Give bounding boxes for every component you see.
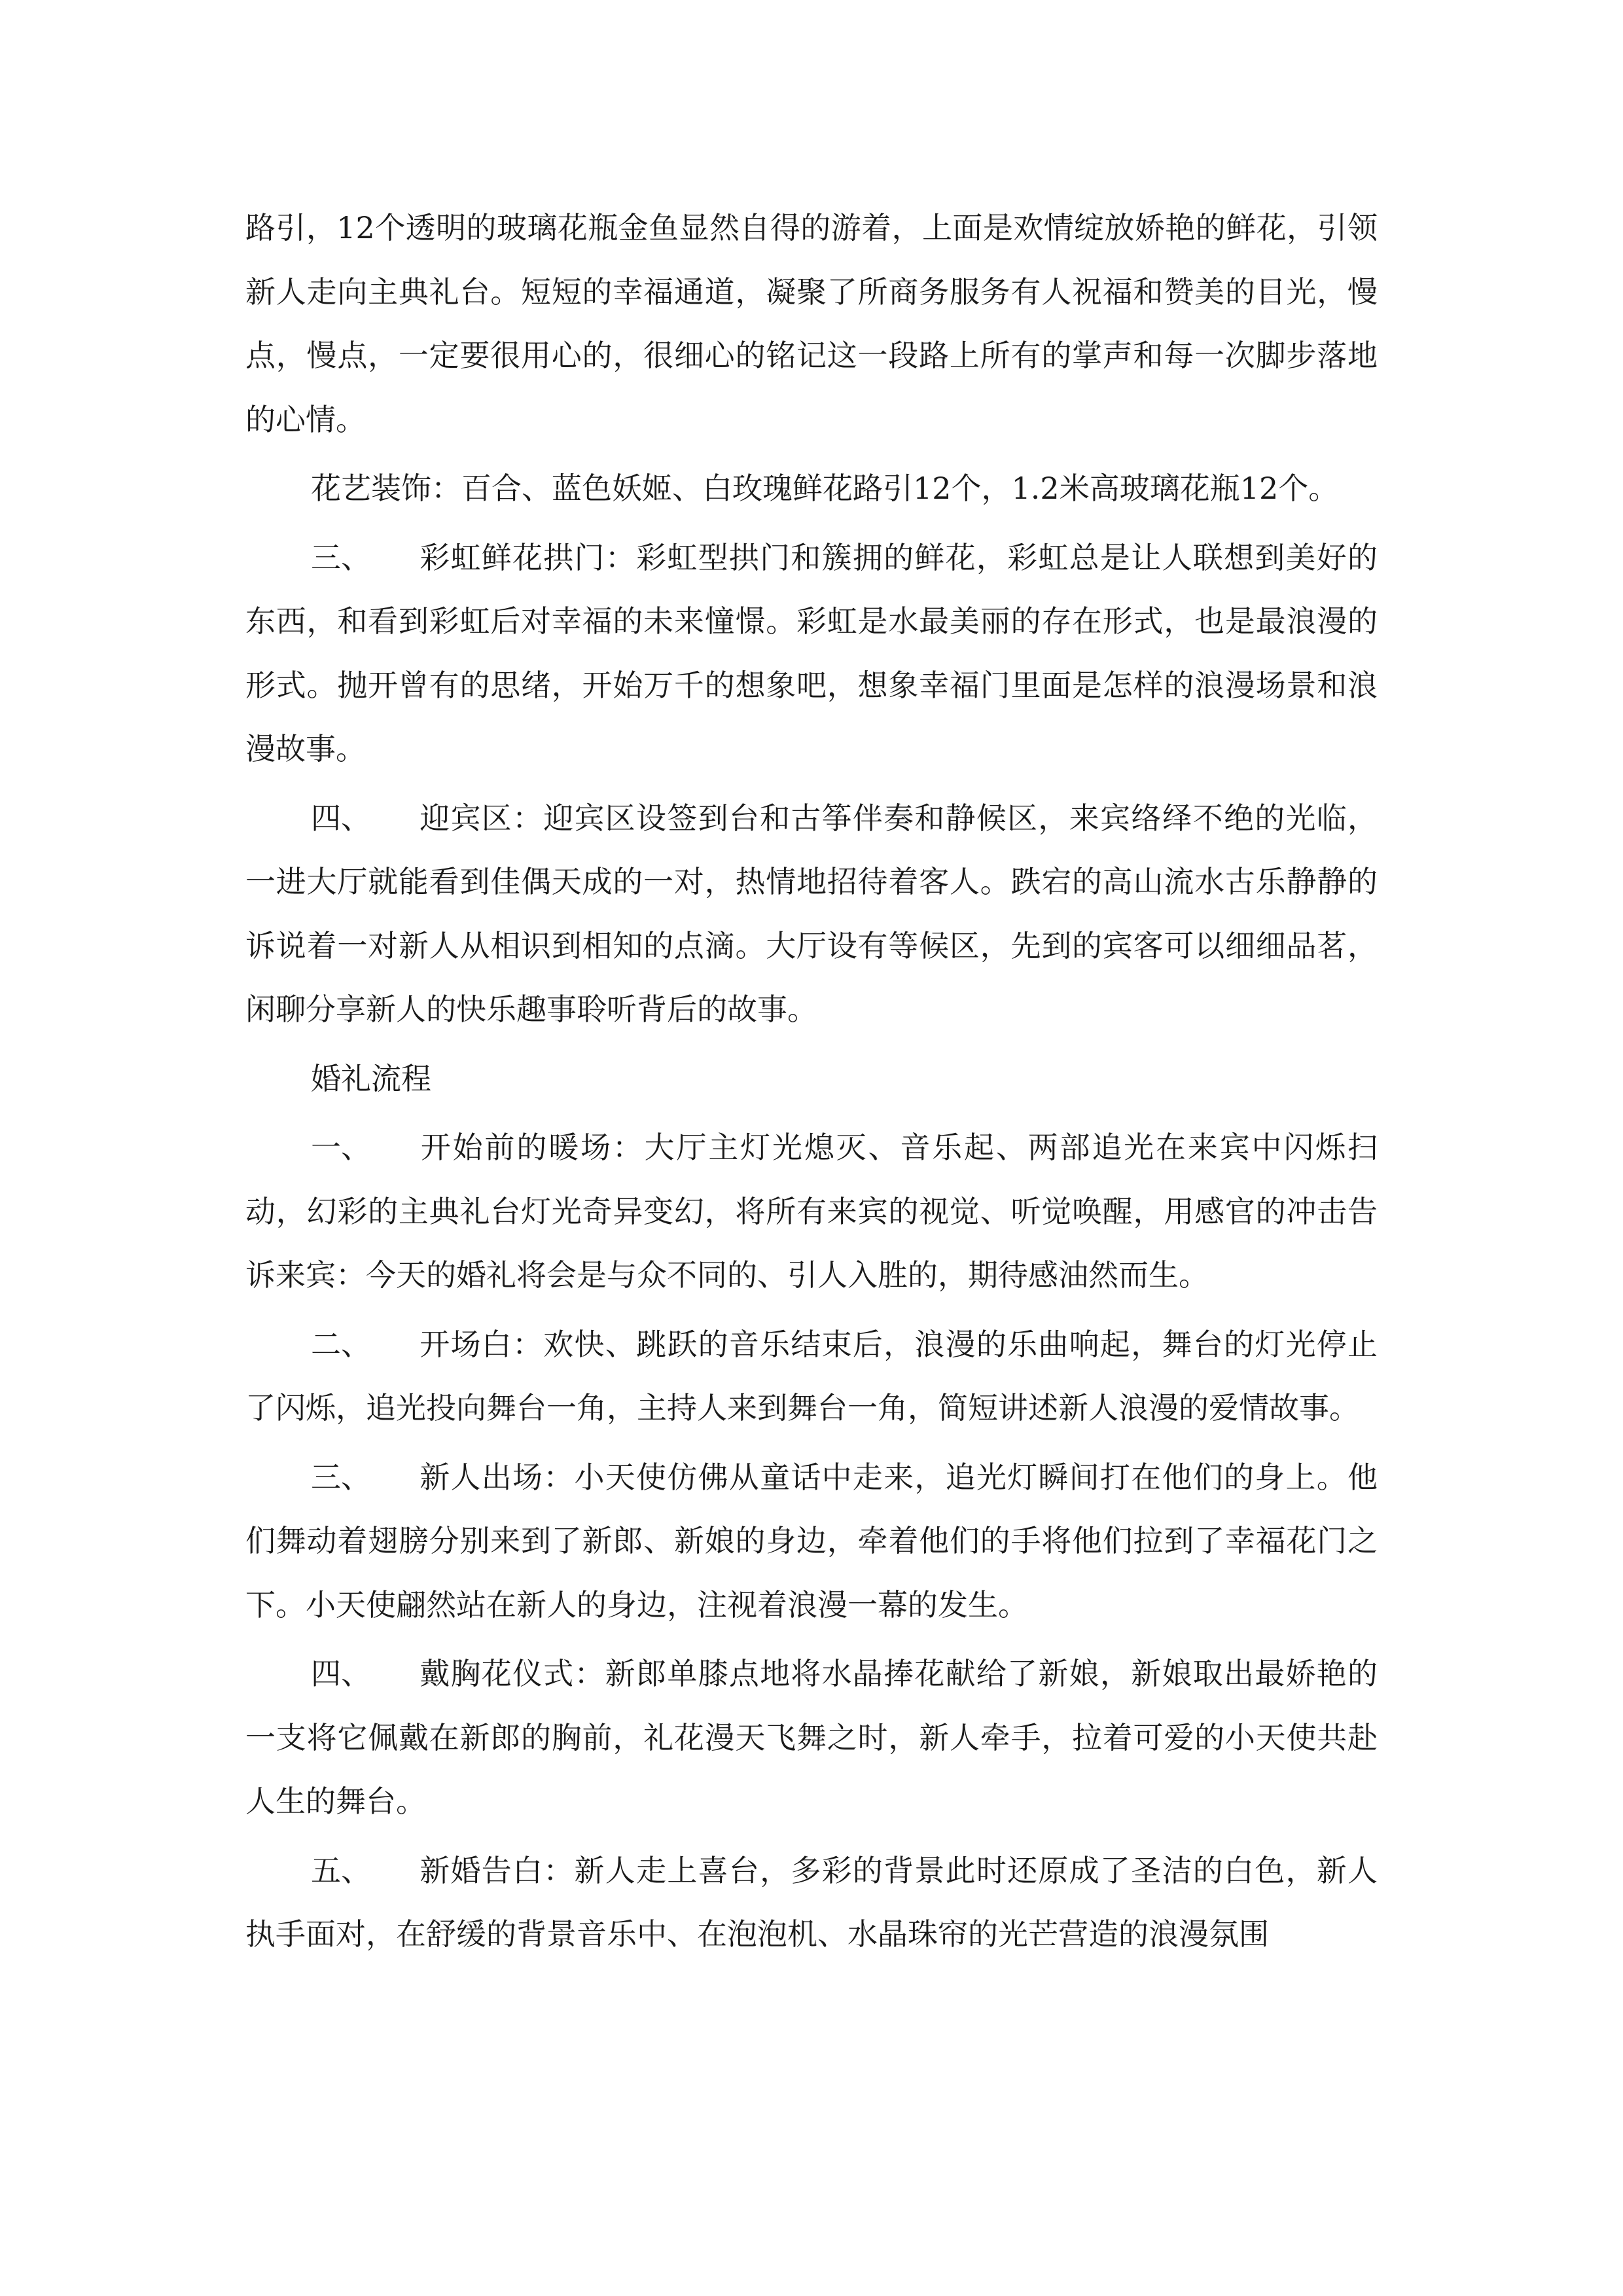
paragraph-reception-area [245,787,1378,1042]
paragraph-wedding-confession [245,1839,1378,1967]
paragraph-warm-up [245,1116,1378,1308]
section-number: 四、 [311,1656,371,1691]
paragraph-text: 开始前的暖场：大厅主灯光熄灭、音乐起、两部追光在来宾中闪烁扫动，幻彩的主典礼台灯光奇异变幻，将所有来宾的视觉、听觉唤醒，用感官的冲击告诉来宾：今天的婚礼将会是与众不同的、引人入胜的，期待感油然而生。 [245,1130,1378,1293]
section-number: 五、 [311,1852,371,1888]
section-number: 四、 [311,800,371,836]
paragraph-corsage-ceremony [245,1642,1378,1834]
paragraph-text: 迎宾区：迎宾区设签到台和古筝伴奏和静候区，来宾络绎不绝的光临，一进大厅就能看到佳偶天成的一对，热情地招待着客人。跌宕的高山流水古乐静静的诉说着一对新人从相识到相知的点滴。大厅设有等候区，先到的宾客可以细细品茗，闲聊分享新人的快乐趣事聆听背后的故事。 [245,800,1378,1027]
paragraph-text: 新婚告白：新人走上喜台，多彩的背景此时还原成了圣洁的白色，新人执手面对，在舒缓的背景音乐中、在泡泡机、水晶珠帘的光芒营造的浪漫氛围 [245,1852,1378,1952]
section-heading-wedding-process [245,1047,1378,1111]
paragraph-text: 开场白：欢快、跳跃的音乐结束后，浪漫的乐曲响起，舞台的灯光停止了闪烁，追光投向舞台一角，主持人来到舞台一角，简短讲述新人浪漫的爱情故事。 [245,1326,1378,1426]
section-number: 一、 [311,1130,371,1165]
paragraph-floral-decoration [245,457,1378,521]
paragraph-text: 新人出场：小天使仿佛从童话中走来，追光灯瞬间打在他们的身上。他们舞动着翅膀分别来到了新郎、新娘的身边，牵着他们的手将他们拉到了幸福花门之下。小天使翩然站在新人的身边，注视着浪漫一幕的发生。 [245,1459,1378,1623]
paragraph-text: 戴胸花仪式：新郎单膝点地将水晶捧花献给了新娘，新娘取出最娇艳的一支将它佩戴在新郎的胸前，礼花漫天飞舞之时，新人牵手，拉着可爱的小天使共赴人生的舞台。 [245,1656,1378,1819]
section-number: 三、 [311,1459,371,1495]
paragraph-text: 路引，12个透明的玻璃花瓶金鱼显然自得的游着，上面是欢情绽放娇艳的鲜花，引领新人走向主典礼台。短短的幸福通道，凝聚了所商务服务有人祝福和赞美的目光，慢点，慢点，一定要很用心的，很细心的铭记这一段路上所有的掌声和每一次脚步落地的心情。 [245,210,1378,437]
document-body [245,196,1378,1967]
paragraph-text: 彩虹鲜花拱门：彩虹型拱门和簇拥的鲜花，彩虹总是让人联想到美好的东西，和看到彩虹后对幸福的未来憧憬。彩虹是水最美丽的存在形式，也是最浪漫的形式。抛开曾有的思绪，开始万千的想象吧，想象幸福门里面是怎样的浪漫场景和浪漫故事。 [245,539,1378,766]
paragraph-couple-entrance [245,1446,1378,1638]
paragraph-text: 花艺装饰：百合、蓝色妖姬、白玫瑰鲜花路引12个，1.2米高玻璃花瓶12个。 [311,471,1339,506]
section-number: 二、 [311,1326,371,1362]
section-number: 三、 [311,539,371,575]
paragraph-rainbow-arch [245,526,1378,781]
heading-text: 婚礼流程 [311,1060,431,1096]
paragraph-aisle-lead [245,196,1378,452]
paragraph-opening-remarks [245,1313,1378,1441]
